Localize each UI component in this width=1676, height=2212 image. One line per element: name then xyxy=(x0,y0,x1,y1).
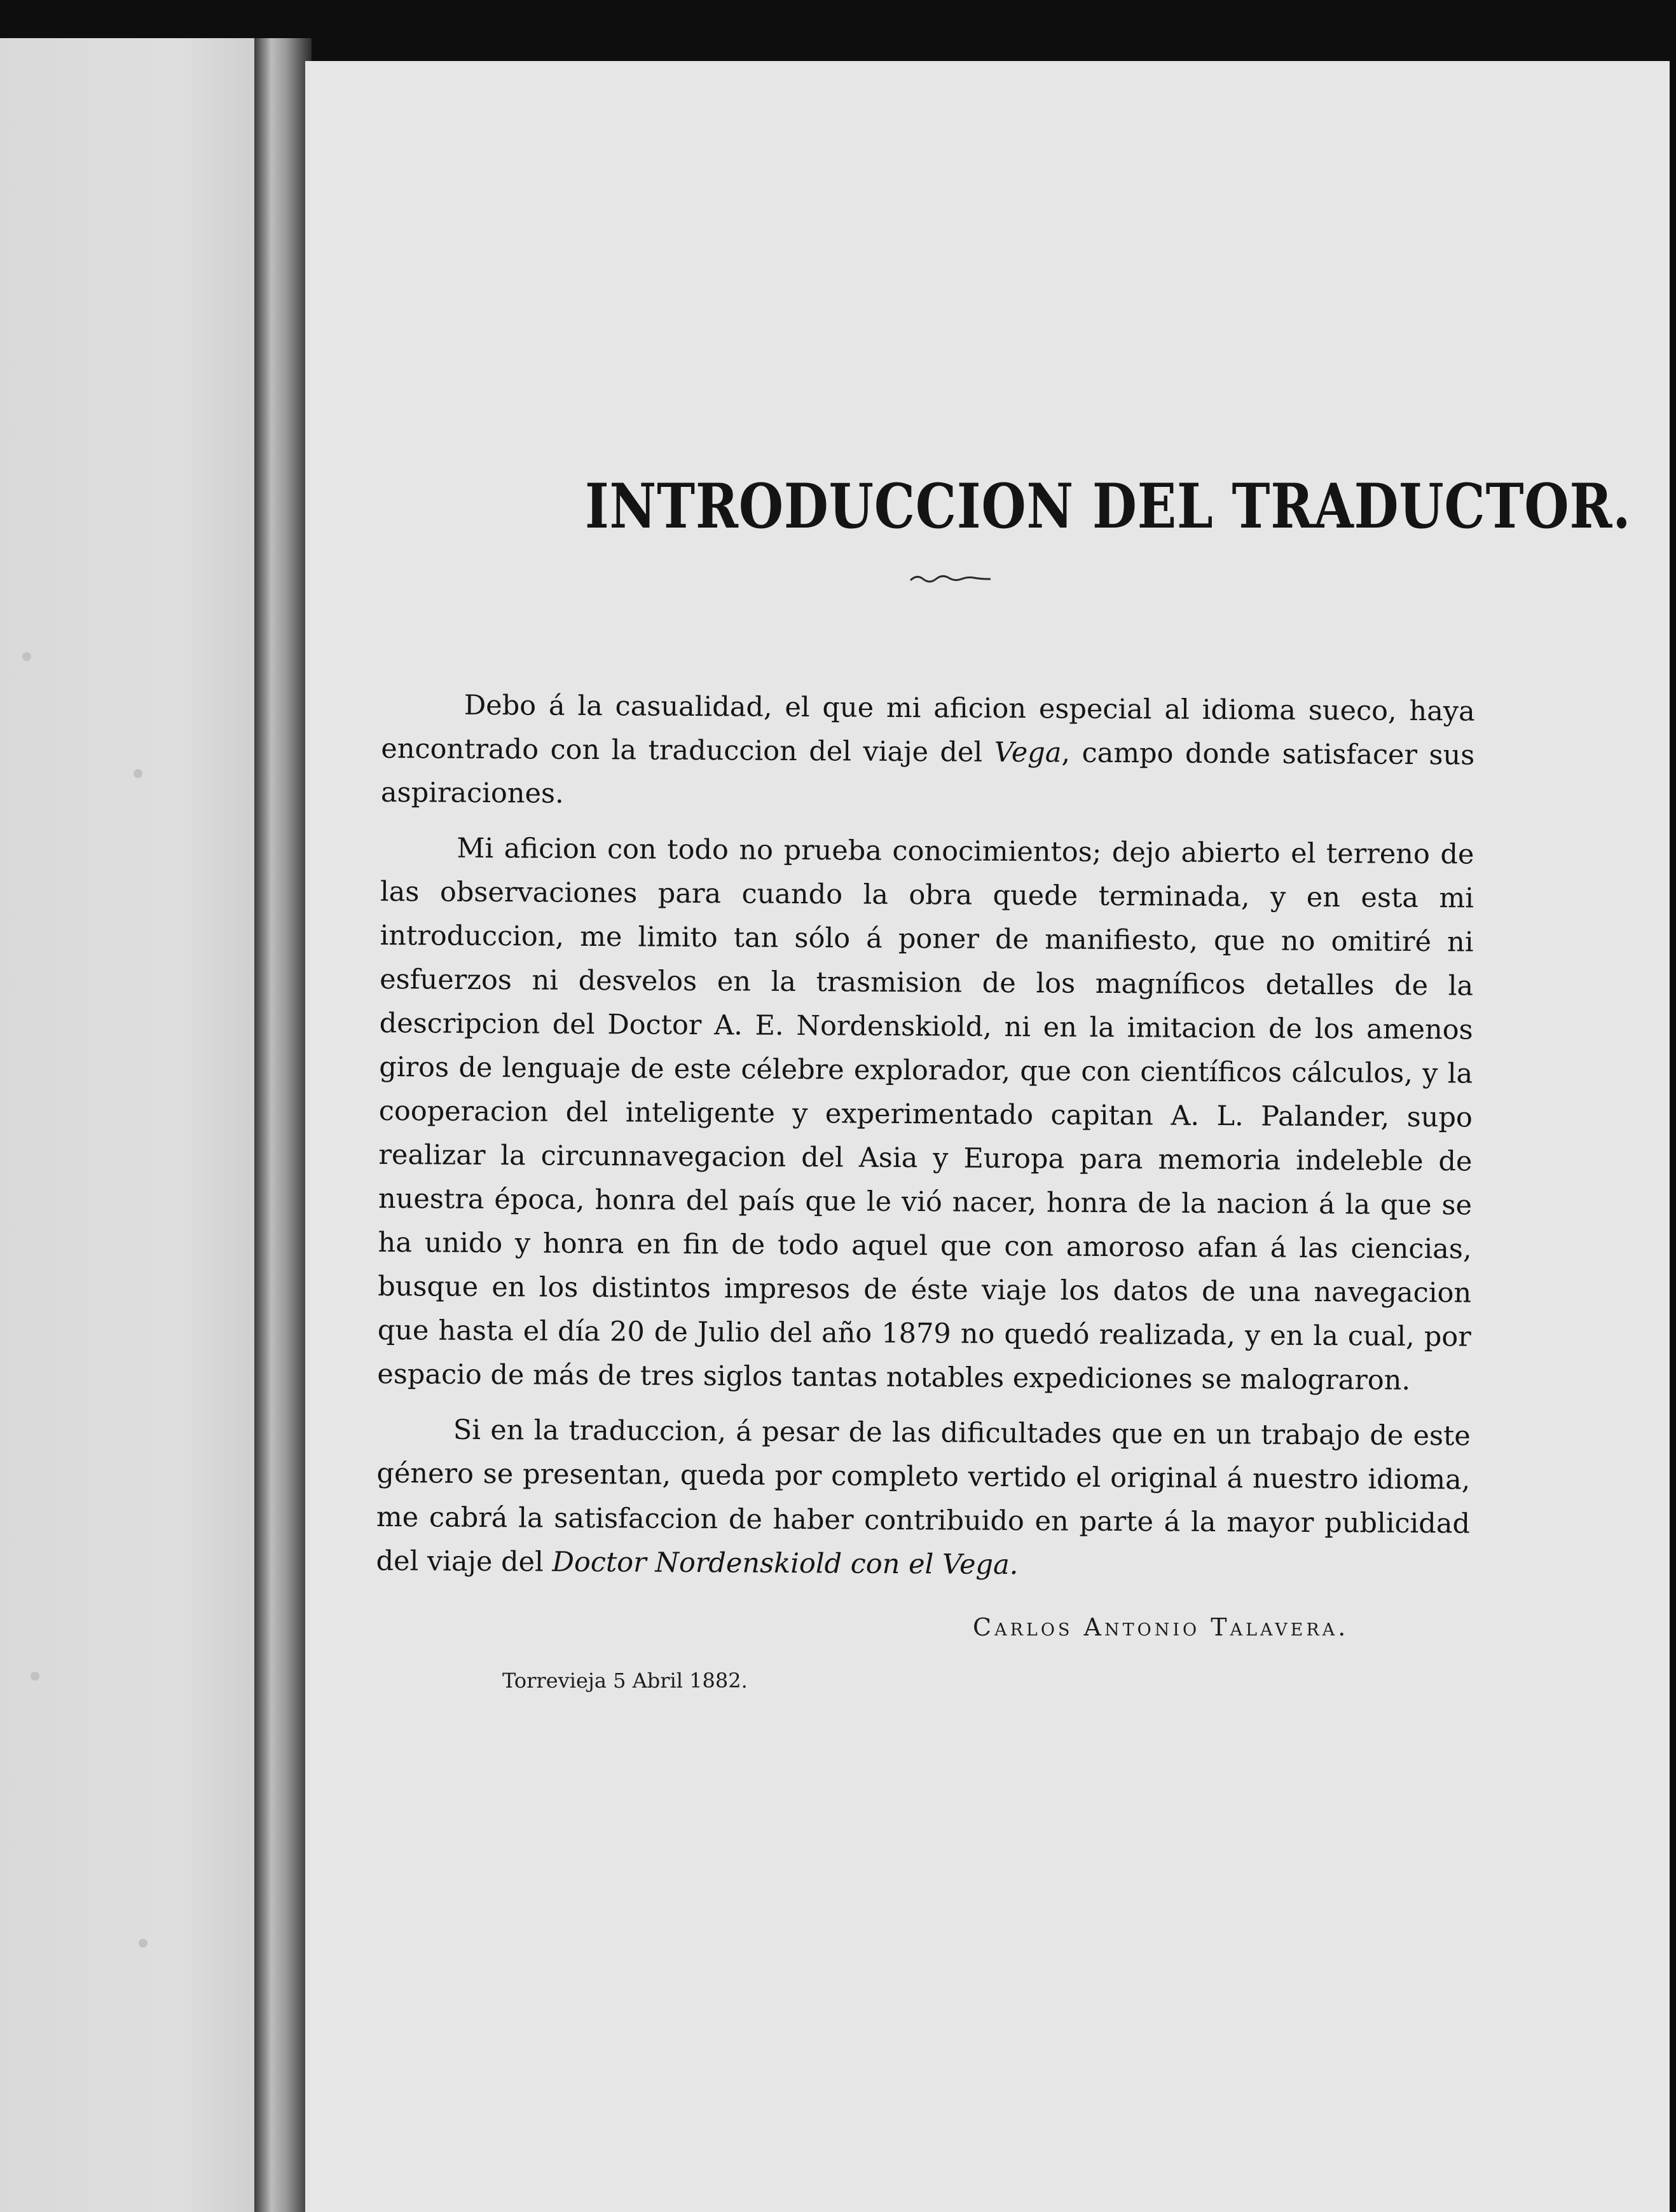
book-gutter xyxy=(254,38,312,2212)
page-title: INTRODUCCION DEL TRADUCTOR. xyxy=(585,470,1631,542)
paragraph-1 xyxy=(381,683,1475,822)
paragraph-2: Mi aficion con todo no prueba conocimientos; dejo abierto el terreno de las observaciones para cuando la obra quede terminada, y en esta mi introduccion, me limito tan sólo á poner de manifiesto, que no omitiré ni esfuerzos ni desvelos en la trasmision de los magníficos detalles de la descripcion del Doctor A. E. Nordenskiold, ni en la imitacion de los amenos giros de lenguaje de este célebre explorador, que con científicos cálculos, y la cooperacion del inteligente y experimentado capitan A. L. Palander, supo realizar la circunnavegacion del Asia y Europa para memoria indeleble de nuestra época, honra del país que le vió nacer, honra de la nacion á la que se ha unido y honra en fin de todo aquel que con amoroso afan á las ciencias, busque en los distintos impresos de éste viaje los datos de una navegacion que hasta el día 20 de Julio del año 1879 no quedó realizada, y en la cual, por espacio de más de tres siglos tantas notables expediciones se malograron. xyxy=(377,832,1474,1396)
left-page-blank xyxy=(0,38,254,2212)
wavy-rule-ornament-icon xyxy=(909,569,992,588)
scan-edge xyxy=(1670,61,1676,2212)
italic-closing: Doctor Nordenskiold con el Vega. xyxy=(552,1546,1019,1581)
author-signature: Carlos Antonio Talavera. xyxy=(973,1613,1349,1641)
paper-speck xyxy=(134,769,142,778)
paragraph-1-text-end: , campo donde satisfacer sus aspiraciones. xyxy=(380,737,1475,810)
body-text xyxy=(376,683,1475,1601)
paragraph-3 xyxy=(376,1408,1471,1590)
paper-speck xyxy=(31,1672,39,1681)
paragraph-1-text: Debo á la casualidad, el que mi aficion especial al idioma sueco, haya encontrado con la traduccion del viaje del xyxy=(381,689,1475,768)
paragraph-3-text: Si en la traduccion, á pesar de las dificultades que en un trabajo de este género se presentan, queda por completo vertido el original á nuestro idioma, me cabrá la satisfaccion de haber contribuido en parte á la mayor publicidad del viaje del xyxy=(376,1414,1471,1578)
paper-speck xyxy=(22,652,31,661)
paper-speck xyxy=(139,1939,148,1948)
italic-vega: Vega xyxy=(994,736,1062,769)
place-date: Torrevieja 5 Abril 1882. xyxy=(502,1669,748,1693)
